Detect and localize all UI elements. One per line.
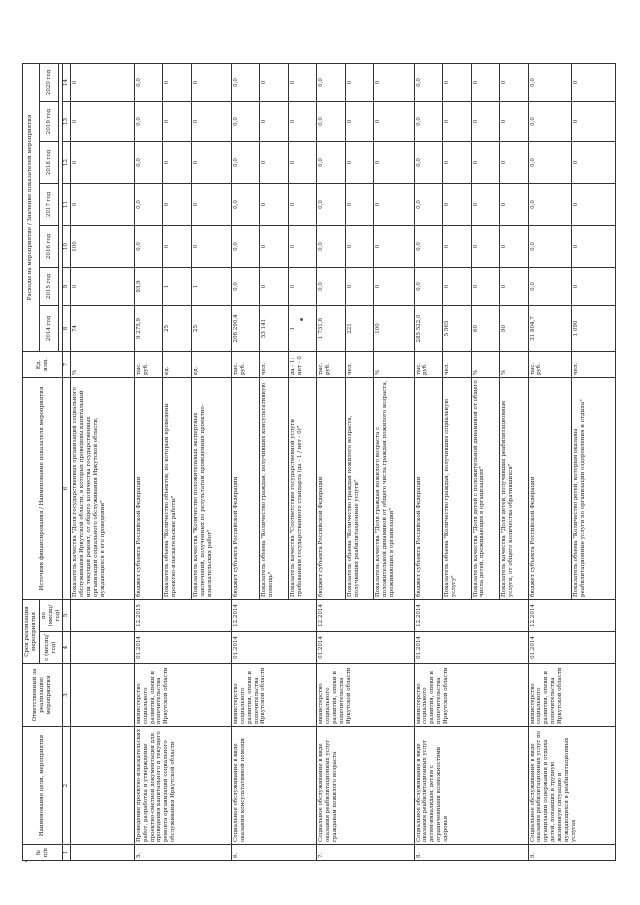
value-cell: 0,0 [231,63,259,101]
column-index-cell: 4 [63,632,71,664]
value-cell: 0 [260,63,288,101]
value-cell: 0 [71,63,135,101]
value-cell: 0,0 [414,63,442,101]
value-cell: 0 [471,267,499,305]
header-year: 2018 год [39,141,59,183]
rotated-table-wrapper [22,64,604,861]
header-term-to: по (месяц/год) [39,599,63,631]
header-source: Источник финансирования / Наименование показателя мероприятия [23,377,63,599]
value-cell: 0 [500,141,528,183]
unit-cell: ед. [163,351,191,377]
unit-cell: чел. [572,351,616,377]
value-cell: 0,0 [414,101,442,141]
value-cell: 0,0 [414,267,442,305]
value-cell: 0,0 [414,183,442,225]
measure-name-cell: Социальное обслуживание в виде оказания реабилитационных услуг по организации содержания и отдыха детей, попавших в трудную жизненную ситуацию и нуждающихся в реабилитационных услугах [528,727,615,845]
column-index-cell: 8 [63,305,71,351]
column-index-cell: 1 [63,845,71,861]
indicator-text-cell: Показатель качества "Доля государственных организаций социального обслуживания Иркутской области, в которых проведены капитальный или текущий ремонт, от общего количества государственных организаций социального обслуживания Иркутской области, нуждающихся в его проведении" [71,377,135,599]
column-index-cell: 6 [63,377,71,599]
value-cell: 0,0 [231,225,259,267]
value-cell: 0 [443,267,471,305]
value-cell: 0 [288,63,316,101]
column-index-cell: 13 [63,101,71,141]
value-cell: 0 [374,267,414,305]
value-cell: 0 [345,63,373,101]
term-from-cell: 01.2014 [317,632,414,664]
column-index-cell: 11 [63,183,71,225]
value-cell: 0 [471,225,499,267]
indicator-text-cell: бюджет субъекта Российской Федерации [528,377,571,599]
value-cell: 0 [260,267,288,305]
column-index-cell: 14 [63,63,71,101]
indicator-text-cell: Показатель объема "Количество граждан, получивших консультативную помощь" [260,377,288,599]
header-responsible: Ответственный за реализацию мероприятия [23,664,63,727]
value-cell: 0,0 [414,225,442,267]
header-num: № п/п [23,845,63,861]
unit-cell: % [374,351,414,377]
value-cell: 0 [572,267,616,305]
term-to-cell: 12.2014 [528,599,615,631]
value-cell: 0 [71,101,135,141]
column-index-cell: 9 [63,267,71,305]
measure-name-cell [71,727,135,845]
value-cell: 100 [374,305,414,351]
value-cell: 0 [71,267,135,305]
value-cell: 0 [500,63,528,101]
term-to-cell: 12.2014 [317,599,414,631]
value-cell: 0,0 [231,101,259,141]
value-cell: 74 [71,305,135,351]
responsible-cell [71,664,135,727]
indicator-text-cell: Показатель объема "Количество граждан пожилого возраста, получивших реабилитационные услуги" [345,377,373,599]
program-measures-table [22,63,616,861]
unit-cell: тыс. руб. [414,351,442,377]
value-cell: 0,0 [231,183,259,225]
unit-cell: тыс. руб. [528,351,571,377]
value-cell: 0,0 [528,101,571,141]
indicator-text-cell: бюджет субъекта Российской Федерации [317,377,345,599]
header-year: 2015 год [39,267,59,305]
value-cell: 0 [500,101,528,141]
value-cell: 9 275,9 [134,305,162,351]
value-cell: 0 [471,141,499,183]
header-year: 2019 год [39,101,59,141]
unit-cell: % [471,351,499,377]
value-cell: 0 [374,183,414,225]
value-cell: 90 [500,305,528,351]
value-cell: 0,0 [231,141,259,183]
block-num-cell: 5. [134,845,231,861]
indicator-text-cell: Показатель объема "Количество детей, которым оказаны реабилитационные услуги по организации оздоровления и отдыха" [572,377,616,599]
value-cell: 1 090 [572,305,616,351]
value-cell: 0 [500,183,528,225]
value-cell: 0 [572,63,616,101]
indicator-text-cell: Показатель объема "Количество объектов, по которым проведены проектно-изыскательские работы" [163,377,191,599]
value-cell: 0 [572,141,616,183]
column-index-cell: 3 [63,664,71,727]
header-expenses: Расходы на мероприятие / Значение показателей мероприятия [23,63,40,351]
value-cell: 0,0 [528,225,571,267]
measure-name-cell: Социальное обслуживание в виде оказания консультативной помощи [231,727,316,845]
value-cell: 0,0 [134,141,162,183]
indicator-text-cell: Показатель качества "Доля граждан пожилого возраста с положительной динамикой от общего числа граждан пожилого возраста, проживающих в организации" [374,377,414,599]
value-cell: 0,0 [317,183,345,225]
measure-name-cell: Социальное обслуживание в виде оказания реабилитационных услуг детям-инвалидам, детям с ограниченными возможностями здоровья [414,727,528,845]
value-cell: 25 [163,305,191,351]
value-cell: 0 [345,267,373,305]
value-cell: 0 [191,183,231,225]
value-cell: 0 [260,101,288,141]
value-cell: 0,0 [317,141,345,183]
responsible-cell: министерство социального развития, опеки и попечительства Иркутской области [134,664,231,727]
term-from-cell: 01.2014 [134,632,231,664]
measure-name-cell: Проведение проектно-изыскательских работ, разработка и утверждение проектно-сметной документации для проведения капитального и текущего ремонта организаций социального обслуживания Иркутской области [134,727,231,845]
value-cell: 100 [71,225,135,267]
unit-cell: чел. [345,351,373,377]
value-cell: 93,9 [134,267,162,305]
column-index-row [63,63,71,860]
table-row [528,63,571,860]
value-cell: 206 290,4 [231,305,259,351]
block-num-cell: 8. [414,845,528,861]
value-cell: 0 [374,63,414,101]
value-cell: 0 [163,63,191,101]
column-index-cell: 5 [63,599,71,631]
indicator-text-cell: Показатель качества "Доля детей, получивших реабилитационные услуги, от общего количества обратившихся" [500,377,528,599]
value-cell: 0 [374,225,414,267]
indicator-text-cell: Показатель качества "Соответствие государственной услуги требованиям государственного стандарта (да - 1 / нет - 0)" [288,377,316,599]
value-cell: 0,0 [528,63,571,101]
value-cell: 0 [443,101,471,141]
value-cell: 0,0 [231,267,259,305]
responsible-cell: министерство социального развития, опеки и попечительства Иркутской области [414,664,528,727]
value-cell: 0 [443,225,471,267]
value-cell: 0 [71,141,135,183]
value-cell: 25 [191,305,231,351]
value-cell: 0,0 [134,101,162,141]
value-cell: 0 [288,225,316,267]
value-cell: 0 [260,225,288,267]
header-year: 2020 год [39,63,59,101]
header-term-from: с (месяц/год) [39,632,63,664]
responsible-cell: министерство социального развития, опеки и попечительства Иркутской области [317,664,414,727]
value-cell: 0 [345,225,373,267]
value-cell: 0 [288,183,316,225]
value-cell: 53 141 [260,305,288,351]
indicator-text-cell: Показатель качества "Количество положительных экспертных заключений, полученных по результатам проведенных проектно-изыскательских работ" [191,377,231,599]
value-cell: 0 [443,183,471,225]
value-cell: 0 [443,141,471,183]
value-cell: 285 522,0 [414,305,442,351]
unit-cell: чел. [443,351,471,377]
term-from-cell: 01.2014 [231,632,316,664]
unit-cell: ед. [191,351,231,377]
block-num-cell [71,845,135,861]
column-index-cell: 10 [63,225,71,267]
value-cell: 1 [288,305,316,351]
value-cell: 0 [191,225,231,267]
value-cell: 0,0 [317,225,345,267]
value-cell: 0 [163,183,191,225]
value-cell: 1 [163,267,191,305]
term-from-cell [71,632,135,664]
value-cell: 0 [191,63,231,101]
value-cell: 0,0 [528,183,571,225]
block-num-cell: 9. [528,845,615,861]
unit-cell: чел. [260,351,288,377]
unit-cell: % [71,351,135,377]
table-body [71,63,615,860]
value-cell: 0 [345,141,373,183]
value-cell: 0,0 [134,63,162,101]
indicator-text-cell: бюджет субъекта Российской Федерации [134,377,162,599]
value-cell: 0 [163,141,191,183]
value-cell: 0,0 [317,267,345,305]
value-cell: 0 [345,183,373,225]
value-cell: 0,0 [528,267,571,305]
value-cell: 0 [288,101,316,141]
header-term: Срок реализации мероприятия [23,599,40,663]
value-cell: 0 [374,141,414,183]
unit-cell: тыс. руб. [231,351,259,377]
table-row [71,63,135,860]
block-num-cell: 7. [317,845,414,861]
value-cell: 0 [572,225,616,267]
value-cell: 0 [572,183,616,225]
value-cell: 1 731,8 [317,305,345,351]
value-cell: 0,0 [317,63,345,101]
value-cell: 0,0 [528,141,571,183]
indicator-text-cell: бюджет субъекта Российской Федерации [414,377,442,599]
term-to-cell: 12.2014 [231,599,316,631]
indicator-text-cell: Показатель качества "Доля детей с положительной динамикой от общего числа детей, проживающих в организациях" [471,377,499,599]
column-index-cell: 12 [63,141,71,183]
value-cell: 0 [71,183,135,225]
value-cell: 60 [471,305,499,351]
term-to-cell [71,599,135,631]
header-year: 2014 год [39,305,59,351]
measure-name-cell: Социальное обслуживание в виде оказания реабилитационных услуг гражданам пожилого возраста [317,727,414,845]
unit-cell: тыс. руб. [134,351,162,377]
value-cell: 0 [260,183,288,225]
value-cell: 0 [374,101,414,141]
responsible-cell: министерство социального развития, опеки и попечительства Иркутской области [528,664,615,727]
header-name: Наименование цели, мероприятия [23,727,63,845]
value-cell: 0 [191,101,231,141]
value-cell: 0 [500,267,528,305]
header-year: 2017 год [39,183,59,225]
header-unit: Ед. изм. [23,351,63,377]
responsible-cell: министерство социального развития, опеки и попечительства Иркутской области [231,664,316,727]
term-from-cell: 01.2014 [414,632,528,664]
unit-cell: % [500,351,528,377]
table-row [317,63,345,860]
value-cell: 0 [471,183,499,225]
value-cell: 0 [500,225,528,267]
value-cell: 0,0 [134,225,162,267]
value-cell: 0 [163,225,191,267]
value-cell: 0 [191,141,231,183]
column-index-cell: 2 [63,727,71,845]
value-cell: 0,0 [317,101,345,141]
header-year: 2016 год [39,225,59,267]
indicator-text-cell: Показатель объема "Количество граждан, получивших социальную услугу" [443,377,471,599]
value-cell: 1 [191,267,231,305]
table-row [134,63,162,860]
value-cell: 0 [163,101,191,141]
value-cell: 221 [345,305,373,351]
value-cell: 0,0 [414,141,442,183]
value-cell: 5 565 [443,305,471,351]
unit-cell: да - 1; нет - 0 [288,351,316,377]
block-num-cell: 6. [231,845,316,861]
value-cell: 0 [288,267,316,305]
term-to-cell: 12.2015 [134,599,231,631]
value-cell: 0 [345,101,373,141]
value-cell: 0 [572,101,616,141]
term-from-cell: 01.2014 [528,632,615,664]
unit-cell: тыс. руб. [317,351,345,377]
term-to-cell: 12.2014 [414,599,528,631]
indicator-text-cell: бюджет субъекта Российской Федерации [231,377,259,599]
table-row [414,63,442,860]
value-cell: 0 [288,141,316,183]
value-cell: 0 [471,63,499,101]
value-cell: 0,0 [134,183,162,225]
value-cell: 0 [471,101,499,141]
value-cell: 31 804,7 [528,305,571,351]
table-row [231,63,259,860]
value-cell: 0 [443,63,471,101]
column-index-cell: 7 [63,351,71,377]
value-cell: 0 [260,141,288,183]
